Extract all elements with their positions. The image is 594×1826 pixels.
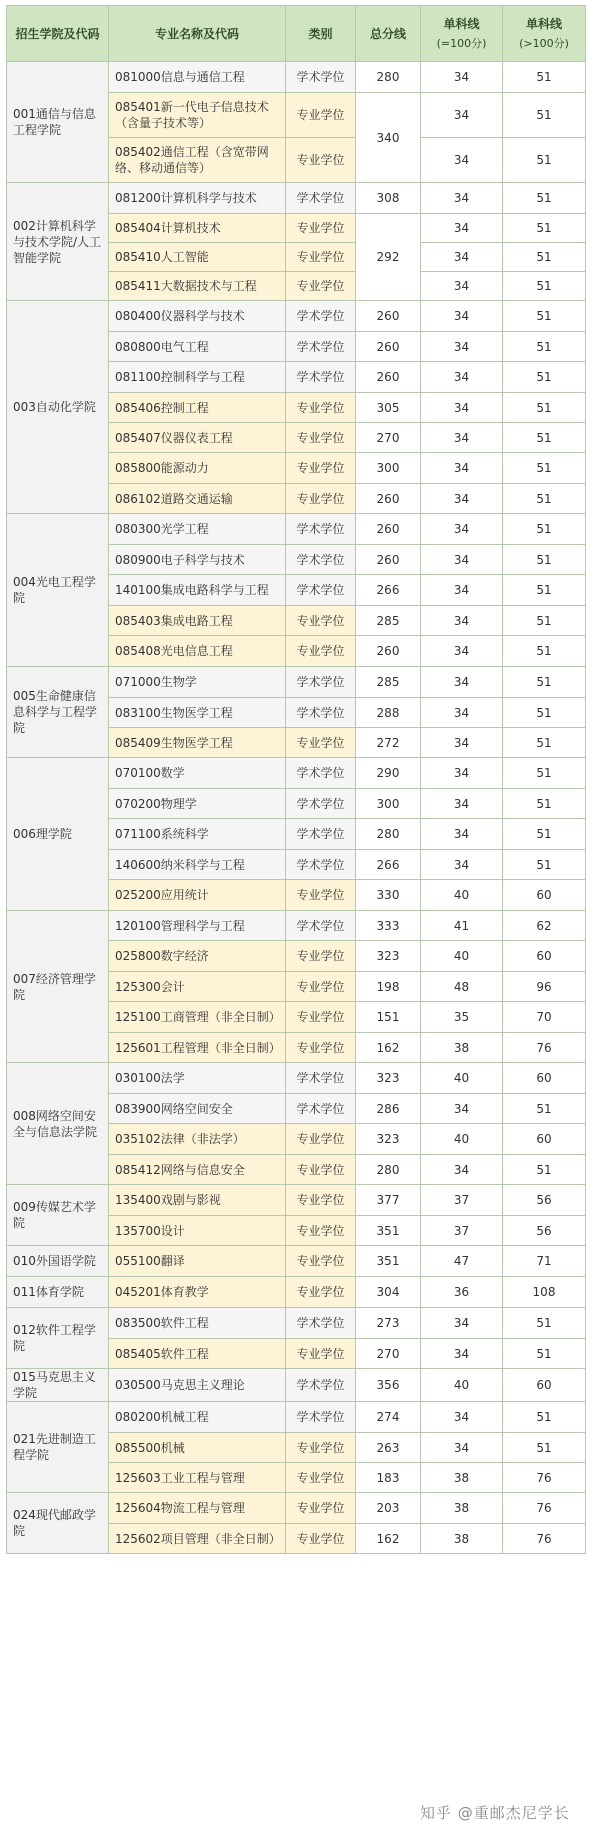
single-score-over-100-cell: 51 (503, 789, 586, 819)
type-cell: 专业学位 (286, 606, 356, 636)
type-cell: 学术学位 (286, 911, 356, 941)
single-score-100-cell: 34 (421, 62, 503, 93)
major-cell: 080200机械工程 (109, 1402, 286, 1433)
type-cell: 专业学位 (286, 214, 356, 243)
total-score-cell: 323 (356, 941, 421, 972)
single-score-over-100-cell: 56 (503, 1216, 586, 1246)
header-single-over-100 (503, 6, 586, 62)
header-single-100-sub: (=100分) (436, 36, 487, 50)
total-score-cell: 300 (356, 453, 421, 484)
type-cell: 专业学位 (286, 138, 356, 183)
total-score-cell: 280 (356, 1155, 421, 1185)
table-row (7, 1402, 586, 1433)
type-cell: 专业学位 (286, 1033, 356, 1063)
major-cell: 085401新一代电子信息技术（含量子技术等） (109, 93, 286, 138)
college-cell: 007经济管理学院 (7, 911, 109, 1063)
major-cell: 085407仪器仪表工程 (109, 423, 286, 453)
type-cell: 专业学位 (286, 941, 356, 972)
college-cell: 001通信与信息工程学院 (7, 62, 109, 183)
single-score-100-cell: 38 (421, 1493, 503, 1524)
major-cell: 025800数字经济 (109, 941, 286, 972)
college-cell: 006理学院 (7, 758, 109, 911)
single-score-100-cell: 34 (421, 1433, 503, 1463)
major-cell: 085409生物医学工程 (109, 728, 286, 758)
single-score-over-100-cell: 51 (503, 332, 586, 362)
single-score-100-cell: 34 (421, 301, 503, 332)
total-score-cell: 280 (356, 62, 421, 93)
college-cell: 003自动化学院 (7, 301, 109, 514)
total-score-cell: 377 (356, 1185, 421, 1216)
total-score-cell: 323 (356, 1063, 421, 1094)
total-score-cell: 272 (356, 728, 421, 758)
type-cell: 专业学位 (286, 1339, 356, 1369)
total-score-cell: 151 (356, 1002, 421, 1033)
major-cell: 085411大数据技术与工程 (109, 272, 286, 301)
type-cell: 专业学位 (286, 1524, 356, 1554)
type-cell: 学术学位 (286, 62, 356, 93)
single-score-100-cell: 37 (421, 1216, 503, 1246)
table-row (7, 1246, 586, 1277)
total-score-cell: 162 (356, 1524, 421, 1554)
single-score-100-cell: 34 (421, 1155, 503, 1185)
single-score-over-100-cell: 51 (503, 214, 586, 243)
major-cell: 085410人工智能 (109, 243, 286, 272)
type-cell: 学术学位 (286, 667, 356, 698)
total-score-cell: 260 (356, 636, 421, 667)
college-cell: 011体育学院 (7, 1277, 109, 1308)
major-cell: 035102法律（非法学） (109, 1124, 286, 1155)
header-college: 招生学院及代码 (7, 6, 109, 62)
major-cell: 080400仪器科学与技术 (109, 301, 286, 332)
major-cell: 080300光学工程 (109, 514, 286, 545)
header-single-over-100-label: 单科线 (525, 16, 562, 31)
single-score-100-cell: 34 (421, 93, 503, 138)
major-cell: 085405软件工程 (109, 1339, 286, 1369)
major-cell: 045201体育教学 (109, 1277, 286, 1308)
major-cell: 055100翻译 (109, 1246, 286, 1277)
total-score-cell: 351 (356, 1246, 421, 1277)
major-cell: 125601工程管理（非全日制） (109, 1033, 286, 1063)
major-cell: 125100工商管理（非全日制） (109, 1002, 286, 1033)
single-score-over-100-cell: 51 (503, 301, 586, 332)
single-score-100-cell: 36 (421, 1277, 503, 1308)
total-score-cell: 260 (356, 545, 421, 575)
single-score-100-cell: 35 (421, 1002, 503, 1033)
single-score-over-100-cell: 60 (503, 880, 586, 911)
total-score-cell: 330 (356, 880, 421, 911)
single-score-over-100-cell: 108 (503, 1277, 586, 1308)
table-row (7, 301, 586, 332)
single-score-100-cell: 34 (421, 728, 503, 758)
major-cell: 070200物理学 (109, 789, 286, 819)
header-total: 总分线 (356, 6, 421, 62)
major-cell: 086102道路交通运输 (109, 484, 286, 514)
single-score-over-100-cell: 51 (503, 667, 586, 698)
major-cell: 081000信息与通信工程 (109, 62, 286, 93)
single-score-over-100-cell: 51 (503, 545, 586, 575)
major-cell: 080900电子科学与技术 (109, 545, 286, 575)
single-score-100-cell: 40 (421, 941, 503, 972)
table-row (7, 911, 586, 941)
type-cell: 专业学位 (286, 93, 356, 138)
single-score-over-100-cell: 51 (503, 1308, 586, 1339)
type-cell: 专业学位 (286, 1185, 356, 1216)
type-cell: 专业学位 (286, 423, 356, 453)
type-cell: 专业学位 (286, 453, 356, 484)
major-cell: 120100管理科学与工程 (109, 911, 286, 941)
total-score-cell: 308 (356, 183, 421, 214)
single-score-over-100-cell: 60 (503, 941, 586, 972)
college-cell: 021先进制造工程学院 (7, 1402, 109, 1493)
type-cell: 学术学位 (286, 183, 356, 214)
single-score-over-100-cell: 51 (503, 243, 586, 272)
single-score-100-cell: 34 (421, 606, 503, 636)
major-cell: 081200计算机科学与技术 (109, 183, 286, 214)
single-score-over-100-cell: 60 (503, 1063, 586, 1094)
single-score-over-100-cell: 51 (503, 484, 586, 514)
single-score-100-cell: 40 (421, 1063, 503, 1094)
single-score-100-cell: 34 (421, 393, 503, 423)
total-score-cell: 356 (356, 1369, 421, 1402)
single-score-100-cell: 34 (421, 545, 503, 575)
type-cell: 学术学位 (286, 1308, 356, 1339)
single-score-over-100-cell: 96 (503, 972, 586, 1002)
type-cell: 专业学位 (286, 1216, 356, 1246)
single-score-over-100-cell: 76 (503, 1463, 586, 1493)
single-score-over-100-cell: 76 (503, 1524, 586, 1554)
single-score-100-cell: 48 (421, 972, 503, 1002)
type-cell: 学术学位 (286, 819, 356, 850)
major-cell: 080800电气工程 (109, 332, 286, 362)
table-row (7, 1063, 586, 1094)
type-cell: 专业学位 (286, 1155, 356, 1185)
major-cell: 085403集成电路工程 (109, 606, 286, 636)
single-score-over-100-cell: 51 (503, 606, 586, 636)
total-score-cell: 292 (356, 214, 421, 301)
total-score-cell: 333 (356, 911, 421, 941)
single-score-over-100-cell: 51 (503, 272, 586, 301)
single-score-100-cell: 34 (421, 789, 503, 819)
table-row (7, 514, 586, 545)
table-row (7, 1277, 586, 1308)
single-score-over-100-cell: 70 (503, 1002, 586, 1033)
major-cell: 085408光电信息工程 (109, 636, 286, 667)
single-score-over-100-cell: 60 (503, 1124, 586, 1155)
table-body (7, 62, 586, 1554)
header-major: 专业名称及代码 (109, 6, 286, 62)
single-score-over-100-cell: 51 (503, 62, 586, 93)
single-score-over-100-cell: 56 (503, 1185, 586, 1216)
single-score-over-100-cell: 51 (503, 698, 586, 728)
single-score-100-cell: 34 (421, 1308, 503, 1339)
total-score-cell: 300 (356, 789, 421, 819)
single-score-100-cell: 34 (421, 575, 503, 606)
single-score-over-100-cell: 76 (503, 1033, 586, 1063)
single-score-over-100-cell: 51 (503, 1433, 586, 1463)
table-row (7, 1369, 586, 1402)
major-cell: 135400戏剧与影视 (109, 1185, 286, 1216)
total-score-cell: 304 (356, 1277, 421, 1308)
single-score-100-cell: 34 (421, 758, 503, 789)
single-score-100-cell: 37 (421, 1185, 503, 1216)
type-cell: 专业学位 (286, 272, 356, 301)
major-cell: 071000生物学 (109, 667, 286, 698)
header-type: 类别 (286, 6, 356, 62)
total-score-cell: 305 (356, 393, 421, 423)
single-score-over-100-cell: 51 (503, 1094, 586, 1124)
single-score-100-cell: 34 (421, 362, 503, 393)
table-row (7, 758, 586, 789)
single-score-100-cell: 34 (421, 183, 503, 214)
single-score-100-cell: 34 (421, 332, 503, 362)
total-score-cell: 260 (356, 514, 421, 545)
single-score-over-100-cell: 51 (503, 728, 586, 758)
type-cell: 学术学位 (286, 575, 356, 606)
type-cell: 学术学位 (286, 1063, 356, 1094)
total-score-cell: 286 (356, 1094, 421, 1124)
total-score-cell: 274 (356, 1402, 421, 1433)
total-score-cell: 270 (356, 423, 421, 453)
single-score-100-cell: 40 (421, 1369, 503, 1402)
single-score-over-100-cell: 51 (503, 138, 586, 183)
total-score-cell: 198 (356, 972, 421, 1002)
type-cell: 专业学位 (286, 1246, 356, 1277)
single-score-over-100-cell: 51 (503, 850, 586, 880)
single-score-100-cell: 34 (421, 214, 503, 243)
total-score-cell: 260 (356, 332, 421, 362)
major-cell: 083100生物医学工程 (109, 698, 286, 728)
single-score-100-cell: 34 (421, 667, 503, 698)
total-score-cell: 162 (356, 1033, 421, 1063)
type-cell: 专业学位 (286, 1493, 356, 1524)
table-row (7, 667, 586, 698)
total-score-cell: 340 (356, 93, 421, 183)
single-score-over-100-cell: 51 (503, 183, 586, 214)
major-cell: 140600纳米科学与工程 (109, 850, 286, 880)
total-score-cell: 183 (356, 1463, 421, 1493)
single-score-100-cell: 38 (421, 1463, 503, 1493)
single-score-over-100-cell: 51 (503, 1155, 586, 1185)
college-cell: 015马克思主义学院 (7, 1369, 109, 1402)
total-score-cell: 263 (356, 1433, 421, 1463)
major-cell: 085402通信工程（含宽带网络、移动通信等） (109, 138, 286, 183)
total-score-cell: 273 (356, 1308, 421, 1339)
major-cell: 085500机械 (109, 1433, 286, 1463)
single-score-100-cell: 41 (421, 911, 503, 941)
major-cell: 085404计算机技术 (109, 214, 286, 243)
total-score-cell: 323 (356, 1124, 421, 1155)
single-score-100-cell: 34 (421, 698, 503, 728)
major-cell: 125300会计 (109, 972, 286, 1002)
total-score-cell: 285 (356, 606, 421, 636)
type-cell: 学术学位 (286, 1402, 356, 1433)
single-score-100-cell: 34 (421, 423, 503, 453)
single-score-100-cell: 34 (421, 484, 503, 514)
single-score-over-100-cell: 51 (503, 453, 586, 484)
type-cell: 专业学位 (286, 1277, 356, 1308)
single-score-100-cell: 34 (421, 272, 503, 301)
table-row (7, 1185, 586, 1216)
single-score-100-cell: 34 (421, 138, 503, 183)
single-score-over-100-cell: 51 (503, 636, 586, 667)
single-score-100-cell: 34 (421, 243, 503, 272)
header-single-100 (421, 6, 503, 62)
single-score-over-100-cell: 51 (503, 423, 586, 453)
type-cell: 学术学位 (286, 332, 356, 362)
type-cell: 学术学位 (286, 301, 356, 332)
total-score-cell: 260 (356, 484, 421, 514)
total-score-cell: 285 (356, 667, 421, 698)
type-cell: 专业学位 (286, 1463, 356, 1493)
college-cell: 012软件工程学院 (7, 1308, 109, 1369)
single-score-100-cell: 38 (421, 1524, 503, 1554)
table-row (7, 1308, 586, 1339)
total-score-cell: 288 (356, 698, 421, 728)
single-score-100-cell: 34 (421, 819, 503, 850)
major-cell: 030100法学 (109, 1063, 286, 1094)
single-score-over-100-cell: 51 (503, 1339, 586, 1369)
total-score-cell: 260 (356, 362, 421, 393)
type-cell: 专业学位 (286, 972, 356, 1002)
college-cell: 008网络空间安全与信息法学院 (7, 1063, 109, 1185)
single-score-over-100-cell: 51 (503, 362, 586, 393)
single-score-over-100-cell: 62 (503, 911, 586, 941)
single-score-over-100-cell: 51 (503, 1402, 586, 1433)
single-score-over-100-cell: 51 (503, 514, 586, 545)
total-score-cell: 270 (356, 1339, 421, 1369)
type-cell: 专业学位 (286, 393, 356, 423)
type-cell: 专业学位 (286, 484, 356, 514)
header-single-over-100-sub: (>100分) (519, 36, 569, 50)
type-cell: 专业学位 (286, 1433, 356, 1463)
single-score-100-cell: 34 (421, 850, 503, 880)
type-cell: 学术学位 (286, 1369, 356, 1402)
watermark: 知乎 @重邮杰尼学长 (420, 1804, 570, 1822)
total-score-cell: 203 (356, 1493, 421, 1524)
type-cell: 专业学位 (286, 636, 356, 667)
major-cell: 085800能源动力 (109, 453, 286, 484)
single-score-100-cell: 40 (421, 880, 503, 911)
major-cell: 030500马克思主义理论 (109, 1369, 286, 1402)
major-cell: 083500软件工程 (109, 1308, 286, 1339)
college-cell: 002计算机科学与技术学院/人工智能学院 (7, 183, 109, 301)
single-score-over-100-cell: 51 (503, 575, 586, 606)
type-cell: 专业学位 (286, 243, 356, 272)
single-score-over-100-cell: 51 (503, 393, 586, 423)
total-score-cell: 266 (356, 850, 421, 880)
major-cell: 071100系统科学 (109, 819, 286, 850)
major-cell: 085412网络与信息安全 (109, 1155, 286, 1185)
single-score-over-100-cell: 71 (503, 1246, 586, 1277)
major-cell: 125604物流工程与管理 (109, 1493, 286, 1524)
major-cell: 083900网络空间安全 (109, 1094, 286, 1124)
major-cell: 125603工业工程与管理 (109, 1463, 286, 1493)
type-cell: 学术学位 (286, 789, 356, 819)
major-cell: 140100集成电路科学与工程 (109, 575, 286, 606)
type-cell: 学术学位 (286, 1094, 356, 1124)
single-score-over-100-cell: 51 (503, 93, 586, 138)
college-cell: 004光电工程学院 (7, 514, 109, 667)
table-row (7, 62, 586, 93)
single-score-over-100-cell: 51 (503, 758, 586, 789)
college-cell: 005生命健康信息科学与工程学院 (7, 667, 109, 758)
table-row (7, 1493, 586, 1524)
type-cell: 专业学位 (286, 880, 356, 911)
type-cell: 学术学位 (286, 545, 356, 575)
single-score-over-100-cell: 76 (503, 1493, 586, 1524)
single-score-over-100-cell: 51 (503, 819, 586, 850)
type-cell: 专业学位 (286, 1124, 356, 1155)
total-score-cell: 260 (356, 301, 421, 332)
major-cell: 085406控制工程 (109, 393, 286, 423)
college-cell: 009传媒艺术学院 (7, 1185, 109, 1246)
type-cell: 专业学位 (286, 728, 356, 758)
total-score-cell: 280 (356, 819, 421, 850)
single-score-100-cell: 34 (421, 514, 503, 545)
header-single-100-label: 单科线 (443, 16, 480, 31)
single-score-100-cell: 34 (421, 1094, 503, 1124)
college-cell: 010外国语学院 (7, 1246, 109, 1277)
header-row (7, 6, 586, 62)
total-score-cell: 290 (356, 758, 421, 789)
single-score-100-cell: 34 (421, 453, 503, 484)
type-cell: 学术学位 (286, 698, 356, 728)
single-score-100-cell: 38 (421, 1033, 503, 1063)
major-cell: 025200应用统计 (109, 880, 286, 911)
total-score-cell: 351 (356, 1216, 421, 1246)
type-cell: 学术学位 (286, 758, 356, 789)
type-cell: 学术学位 (286, 850, 356, 880)
single-score-over-100-cell: 60 (503, 1369, 586, 1402)
type-cell: 专业学位 (286, 1002, 356, 1033)
single-score-100-cell: 34 (421, 636, 503, 667)
single-score-100-cell: 47 (421, 1246, 503, 1277)
major-cell: 135700设计 (109, 1216, 286, 1246)
major-cell: 081100控制科学与工程 (109, 362, 286, 393)
college-cell: 024现代邮政学院 (7, 1493, 109, 1554)
score-table (6, 5, 586, 1554)
major-cell: 125602项目管理（非全日制） (109, 1524, 286, 1554)
table-row (7, 183, 586, 214)
type-cell: 学术学位 (286, 362, 356, 393)
single-score-100-cell: 40 (421, 1124, 503, 1155)
type-cell: 学术学位 (286, 514, 356, 545)
total-score-cell: 266 (356, 575, 421, 606)
major-cell: 070100数学 (109, 758, 286, 789)
single-score-100-cell: 34 (421, 1339, 503, 1369)
single-score-100-cell: 34 (421, 1402, 503, 1433)
